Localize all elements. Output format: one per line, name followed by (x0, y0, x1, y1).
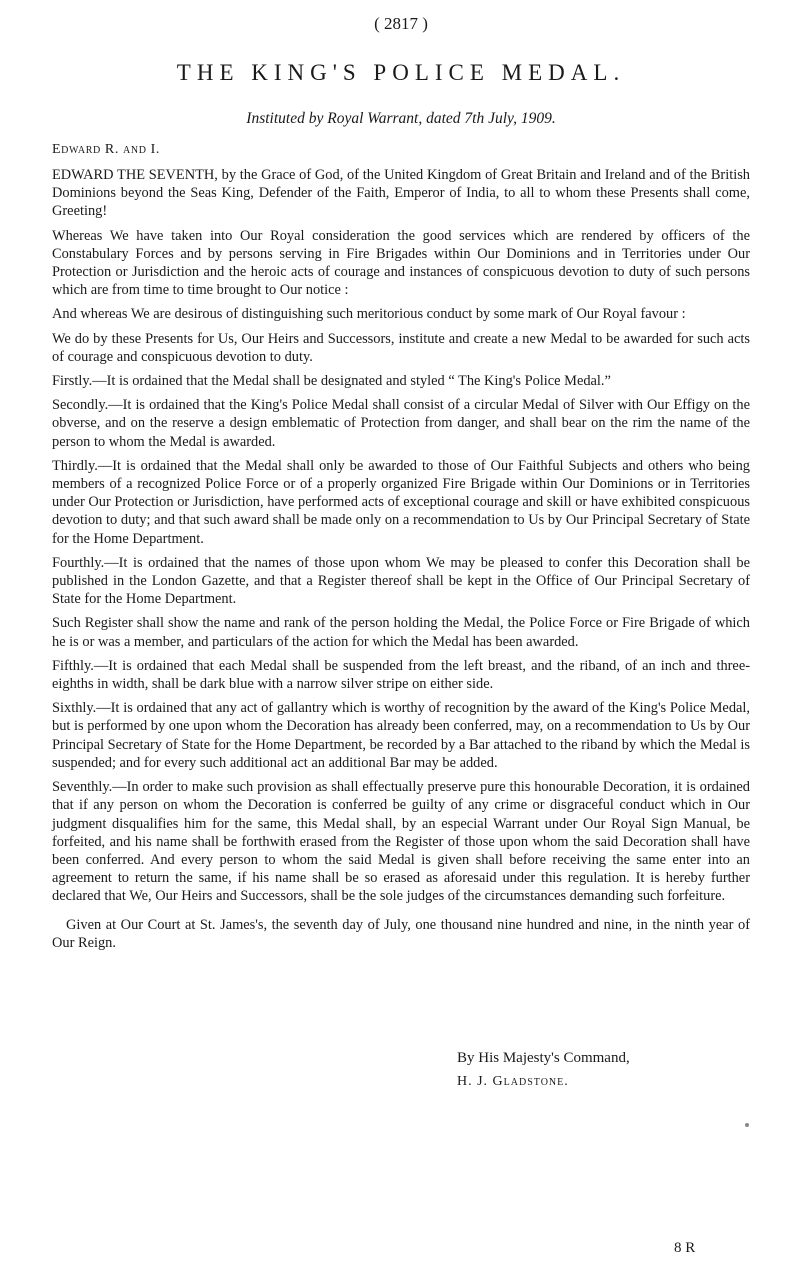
paragraph-register: Such Register shall show the name and rank of the person holding the Medal, the Police Force or Fire Brigade of which he is or was a member, and particulars of the action for which the Medal has been awarded. (52, 615, 750, 650)
paragraph-firstly: Firstly.—It is ordained that the Medal shall be designated and styled “ The King's Police Medal.” (52, 373, 611, 390)
paragraph-and-whereas: And whereas We are desirous of distinguishing such meritorious conduct by some mark of Our Royal favour : (52, 306, 686, 323)
paragraph-secondly: Secondly.—It is ordained that the King's Police Medal shall consist of a circular Medal of Silver with Our Effigy on the obverse, and on the reserve a design emblematic of Protection from danger, and shall bear on the rim the name of the person to whom the Medal is awarded. (52, 397, 750, 450)
paragraph-fourthly: Fourthly.—It is ordained that the names of those upon whom We may be pleased to confer this Decoration shall be published in the London Gazette, and that a Register thereof shall be kept in the Office of Our Principal Secretary of State for the Home Department. (52, 554, 750, 608)
paragraph-fifthly: Fifthly.—It is ordained that each Medal shall be suspended from the left breast, and the riband, of an inch and three-eighths in width, shall be dark blue with a narrow silver stripe on either side. (52, 657, 750, 693)
salutation: Edward R. and I. (52, 142, 160, 157)
paragraph-given-at: Given at Our Court at St. James's, the seventh day of July, one thousand nine hundred and nine, in the ninth year of Our Reign. (52, 916, 750, 951)
ink-dot (745, 1123, 749, 1127)
printer-mark: 8 R (674, 1240, 696, 1256)
paragraph-institution: We do by these Presents for Us, Our Heirs and Successors, institute and create a new Medal to be awarded for such acts of courage and conspicuous devotion to duty. (52, 330, 750, 365)
paragraph-whereas: Whereas We have taken into Our Royal consideration the good services which are rendered by officers of the Constabulary Forces and by persons serving in Fire Brigades within Our Dominions and in Territories under Our Protection or Jurisdiction and the heroic acts of courage and instances of conspicuous devotion to duty of such persons which are from time to time brought to Our notice : (52, 227, 750, 299)
command-line: By His Majesty's Command, (457, 1050, 630, 1066)
page-number: ( 2817 ) (374, 14, 428, 33)
document-subtitle: Instituted by Royal Warrant, dated 7th July, 1909. (246, 110, 556, 127)
paragraph-seventhly: Seventhly.—In order to make such provision as shall effectually preserve pure this honourable Decoration, it is ordained that if any person on whom the Decoration is conferred be guilty of any crime or disgraceful conduct which in Our judgment disqualifies him for the same, this Medal shall, by an especial Warrant under Our Royal Sign Manual, be forfeited, and his name shall be forthwith erased from the Register of those upon whom the said Decoration shall have been conferred. And every person to whom the said Medal is given shall before receiving the same enter into an agreement to return the same, if his name shall be so erased as aforesaid under this regulation. It is hereby further declared that We, Our Heirs and Successors, shall be the sole judges of the circumstances demanding such forfeiture. (52, 779, 750, 905)
paragraph-preamble: EDWARD THE SEVENTH, by the Grace of God, of the United Kingdom of Great Britain and Ireland and of the British Dominions beyond the Seas King, Defender of the Faith, Emperor of India, to all to whom these Presents shall come, Greeting! (52, 167, 750, 220)
document-title: THE KING'S POLICE MEDAL. (176, 60, 626, 85)
paragraph-thirdly: Thirdly.—It is ordained that the Medal shall only be awarded to those of Our Faithful Subjects and others who being members of a recognized Police Force or of a properly organized Fire Brigade within Our Dominions or in Territories under Our Protection or Jurisdiction, have performed acts of exceptional courage and skill or have exhibited conspicuous devotion to duty; and that such award shall be made only on a recommendation to Us by Our Principal Secretary of State for the Home Department. (52, 457, 750, 547)
paragraph-sixthly: Sixthly.—It is ordained that any act of gallantry which is worthy of recognition by the award of the King's Police Medal, but is performed by one upon whom the Decoration has already been conferred, may, on a recommendation to Us by Our Principal Secretary of State for the Home Department, be recorded by a Bar attached to the riband by which the Medal is suspended; and for every such additional act an additional Bar may be added. (52, 700, 750, 771)
body-text (52, 166, 750, 958)
signature: H. J. Gladstone. (457, 1074, 569, 1089)
